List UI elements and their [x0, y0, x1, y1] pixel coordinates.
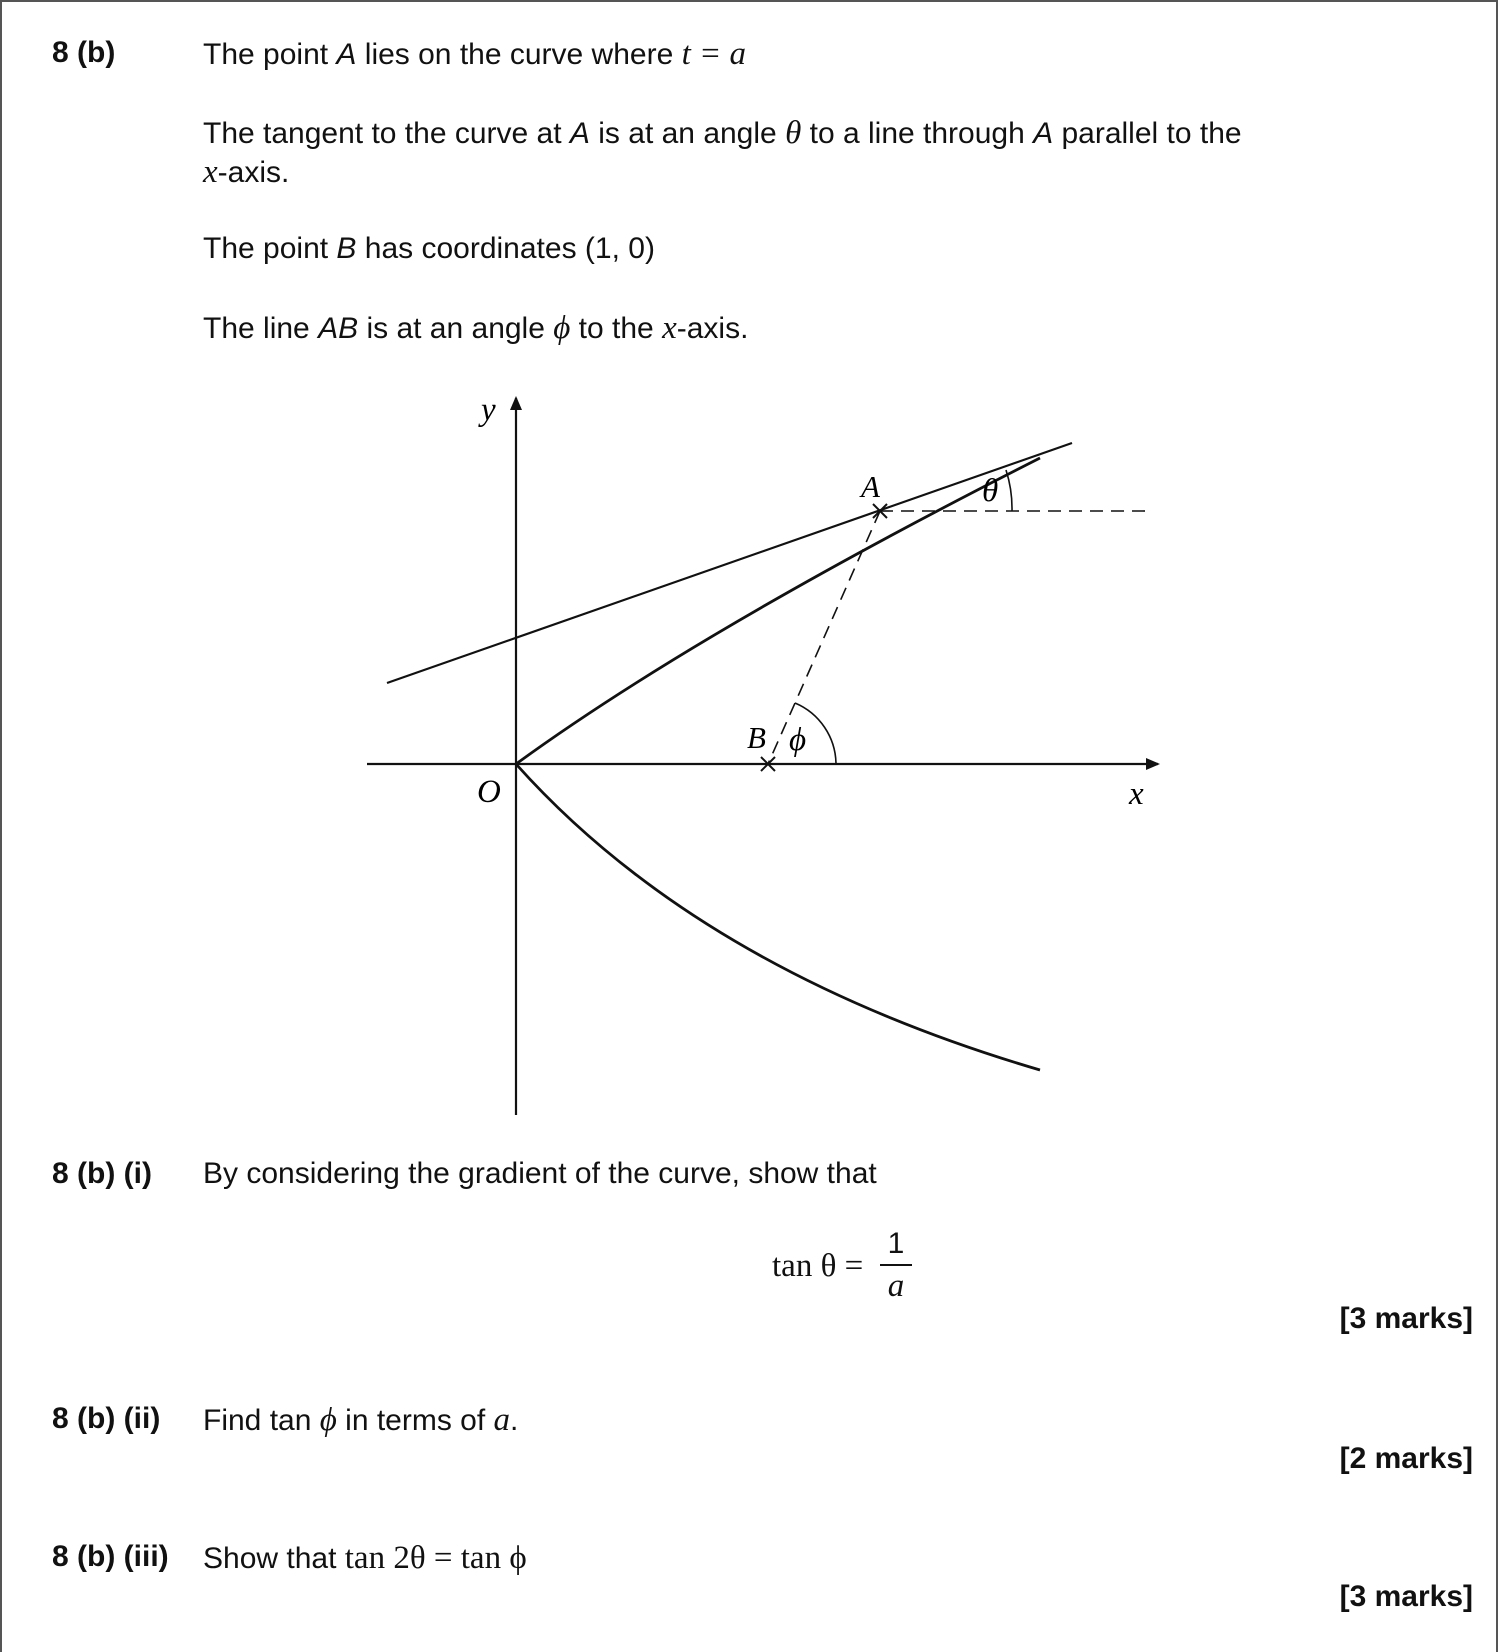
phi-label: ϕ [789, 722, 807, 758]
s2-x: x [203, 154, 218, 190]
s4-c: is at an angle [358, 312, 554, 345]
marks-part-i: [3 marks] [1339, 1302, 1473, 1335]
s2-e: to a line through [801, 117, 1034, 150]
frac-numerator: 1 [887, 1227, 905, 1260]
s2-f: A [1033, 117, 1054, 150]
s4-x: x [662, 310, 677, 346]
equation-lhs [772, 1248, 863, 1285]
s2-c: is at an angle [589, 117, 786, 150]
s2-i: -axis. [217, 156, 290, 189]
p3-a: Show that [203, 1542, 345, 1575]
s1-pre: The point [203, 38, 337, 71]
s2-b: A [569, 117, 590, 150]
p2-a-var: a [493, 1402, 511, 1438]
s4-a: The line [203, 312, 319, 345]
question-label-8b: 8 (b) [52, 36, 116, 69]
p3-equation: tan 2θ = tan ϕ [344, 1540, 527, 1576]
s4-g: -axis. [676, 312, 749, 345]
fraction-bar [880, 1264, 912, 1266]
s4-b: AB [318, 312, 359, 345]
eq-lhs: tan θ = [772, 1248, 864, 1284]
s2-a: The tangent to the curve at [203, 117, 570, 150]
y-axis-label: y [481, 392, 496, 428]
part-iii-text [203, 1540, 527, 1577]
question-label-8b-ii: 8 (b) (ii) [52, 1402, 161, 1435]
s2-g: parallel to the [1053, 117, 1242, 150]
theta-label: θ [982, 473, 999, 509]
question-label-8b-i: 8 (b) (i) [52, 1157, 152, 1190]
marks-part-iii: [3 marks] [1339, 1580, 1473, 1613]
s3-c: has coordinates (1, 0) [356, 232, 655, 265]
p2-phi: ϕ [319, 1402, 337, 1438]
tangent-line [387, 443, 1072, 683]
question-label-8b-iii: 8 (b) (iii) [52, 1540, 169, 1573]
marks-part-ii: [2 marks] [1339, 1442, 1473, 1475]
p2-a: Find tan [203, 1404, 320, 1437]
s1-mid: lies on the curve where [356, 38, 682, 71]
part-ii-text [203, 1402, 518, 1439]
fraction-one-over-a [878, 1226, 914, 1304]
p2-e: . [510, 1404, 519, 1437]
x-axis-label: x [1129, 776, 1144, 812]
frac-denominator: a [887, 1268, 905, 1304]
s2-theta: θ [785, 115, 802, 151]
s4-e: to the [570, 312, 663, 345]
point-b-label: B [747, 720, 766, 755]
origin-label: O [477, 774, 501, 810]
s1-var: A [336, 38, 357, 71]
s1-math: t = a [681, 36, 747, 72]
part-i-text: By considering the gradient of the curve, show that [203, 1157, 877, 1190]
s3-b: B [336, 232, 357, 265]
s3-a: The point [203, 232, 337, 265]
p2-c: in terms of [336, 1404, 494, 1437]
s4-phi: ϕ [553, 310, 571, 346]
point-a-label: A [861, 469, 880, 504]
